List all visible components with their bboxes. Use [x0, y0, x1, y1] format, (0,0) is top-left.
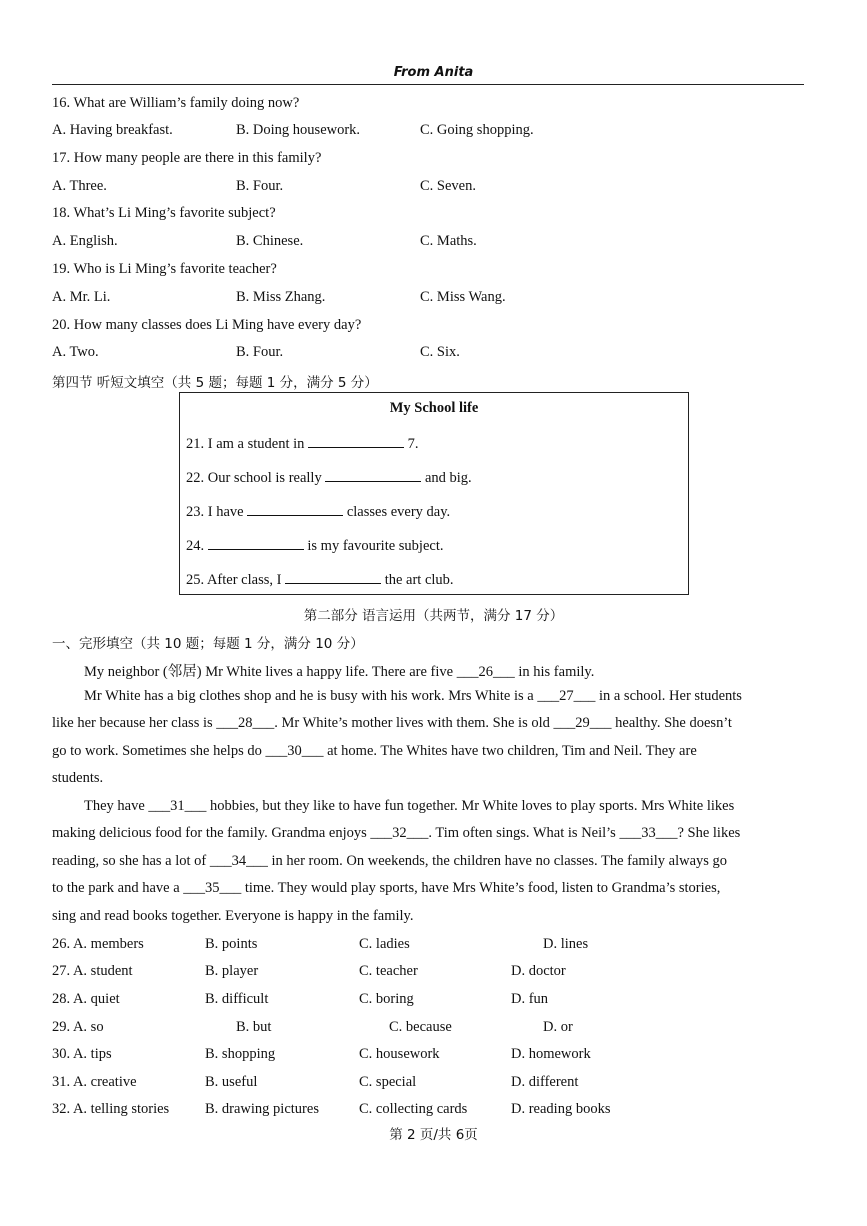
option-28c: C. boring — [359, 991, 414, 1007]
section-4-title: 第四节 听短文填空（共 5 题；每题 1 分，满分 5 分） — [52, 375, 378, 391]
option-32c: C. collecting cards — [359, 1101, 468, 1117]
box-item-25 — [186, 571, 454, 589]
question-19: 19. Who is Li Ming’s favorite teacher? — [52, 261, 277, 277]
option-32b: B. drawing pictures — [205, 1101, 319, 1117]
box-item-21-pre: 21. I am a student in — [186, 436, 309, 452]
option-29c: C. because — [389, 1019, 452, 1035]
option-20c: C. Six. — [420, 344, 460, 360]
cloze-line-1: My neighbor (邻居) Mr White lives a happy life. There are five ___26___ in his family. — [84, 664, 595, 680]
option-30a: 30. A. tips — [52, 1046, 112, 1062]
option-32a: 32. A. telling stories — [52, 1101, 170, 1117]
question-20: 20. How many classes does Li Ming have every day? — [52, 317, 362, 333]
option-17b: B. Four. — [236, 178, 284, 194]
option-18b: B. Chinese. — [236, 233, 304, 249]
option-27a: 27. A. student — [52, 963, 133, 979]
box-title: My School life — [389, 400, 479, 416]
question-18: 18. What’s Li Ming’s favorite subject? — [52, 205, 276, 221]
option-29d: D. or — [543, 1019, 573, 1035]
option-28d: D. fun — [511, 991, 549, 1007]
box-item-23-post: classes every day. — [343, 504, 451, 520]
blank-24[interactable] — [208, 537, 304, 550]
page-header: From Anita — [393, 65, 474, 80]
option-17a: A. Three. — [52, 178, 107, 194]
box-item-22-post: and big. — [421, 470, 472, 486]
option-26d: D. lines — [543, 936, 589, 952]
option-27b: B. player — [205, 963, 259, 979]
box-item-24 — [186, 537, 443, 555]
blank-25[interactable] — [285, 571, 381, 584]
cloze-line-5: students. — [52, 770, 104, 786]
option-20b: B. Four. — [236, 344, 284, 360]
option-31b: B. useful — [205, 1074, 258, 1090]
option-16b: B. Doing housework. — [236, 122, 361, 138]
option-16a: A. Having breakfast. — [52, 122, 173, 138]
option-27d: D. doctor — [511, 963, 566, 979]
option-32d: D. reading books — [511, 1101, 611, 1117]
box-item-25-post: the art club. — [381, 572, 454, 588]
cloze-line-9: to the park and have a ___35___ time. They would play sports, have Mrs White’s food, listen to Grandma’s stories, — [52, 880, 721, 896]
option-30d: D. homework — [511, 1046, 591, 1062]
cloze-line-2: Mr White has a big clothes shop and he is busy with his work. Mrs White is a ___27___ in a school. Her students — [84, 688, 742, 704]
option-19a: A. Mr. Li. — [52, 289, 111, 305]
box-item-21 — [186, 435, 419, 453]
option-31d: D. different — [511, 1074, 579, 1090]
box-item-21-post: 7. — [404, 436, 419, 452]
option-26a: 26. A. members — [52, 936, 144, 952]
cloze-line-3: like her because her class is ___28___. Mr White’s mother lives with them. She is old ___29___ healthy. She doesn’t — [52, 715, 732, 731]
option-28a: 28. A. quiet — [52, 991, 120, 1007]
option-26b: B. points — [205, 936, 258, 952]
box-item-25-pre: 25. After class, I — [186, 572, 286, 588]
blank-23[interactable] — [247, 503, 343, 516]
option-27c: C. teacher — [359, 963, 418, 979]
option-16c: C. Going shopping. — [420, 122, 534, 138]
cloze-line-8: reading, so she has a lot of ___34___ in her room. On weekends, the children have no classes. The family always go — [52, 853, 728, 869]
option-19c: C. Miss Wang. — [420, 289, 506, 305]
blank-22[interactable] — [325, 469, 421, 482]
option-30b: B. shopping — [205, 1046, 276, 1062]
option-29b: B. but — [236, 1019, 272, 1035]
box-item-23 — [186, 503, 450, 521]
cloze-line-6: They have ___31___ hobbies, but they like to have fun together. Mr White loves to play sports. Mrs White likes — [84, 798, 735, 814]
page-footer: 第 2 页/共 6页 — [389, 1127, 478, 1143]
option-18a: A. English. — [52, 233, 118, 249]
header-divider — [52, 84, 804, 85]
option-26c: C. ladies — [359, 936, 410, 952]
option-20a: A. Two. — [52, 344, 99, 360]
option-30c: C. housework — [359, 1046, 440, 1062]
option-31c: C. special — [359, 1074, 417, 1090]
option-31a: 31. A. creative — [52, 1074, 137, 1090]
cloze-line-10: sing and read books together. Everyone is happy in the family. — [52, 908, 414, 924]
cloze-line-7: making delicious food for the family. Grandma enjoys ___32___. Tim often sings. What is Neil’s ___33___? She likes — [52, 825, 741, 841]
option-19b: B. Miss Zhang. — [236, 289, 326, 305]
option-28b: B. difficult — [205, 991, 269, 1007]
box-item-22 — [186, 469, 472, 487]
box-item-24-pre: 24. — [186, 538, 208, 554]
option-17c: C. Seven. — [420, 178, 476, 194]
cloze-title: 一、完形填空（共 10 题；每题 1 分，满分 10 分） — [52, 636, 364, 652]
fill-in-box — [179, 392, 689, 595]
box-item-23-pre: 23. I have — [186, 504, 248, 520]
option-18c: C. Maths. — [420, 233, 477, 249]
part-2-title: 第二部分 语言运用（共两节，满分 17 分） — [303, 608, 564, 624]
question-17: 17. How many people are there in this family? — [52, 150, 322, 166]
box-item-24-post: is my favourite subject. — [303, 538, 444, 554]
cloze-line-4: go to work. Sometimes she helps do ___30___ at home. The Whites have two children, Tim and Neil. They are — [52, 743, 697, 759]
box-item-22-pre: 22. Our school is really — [186, 470, 326, 486]
option-29a: 29. A. so — [52, 1019, 104, 1035]
blank-21[interactable] — [308, 435, 404, 448]
question-16: 16. What are William’s family doing now? — [52, 95, 300, 111]
